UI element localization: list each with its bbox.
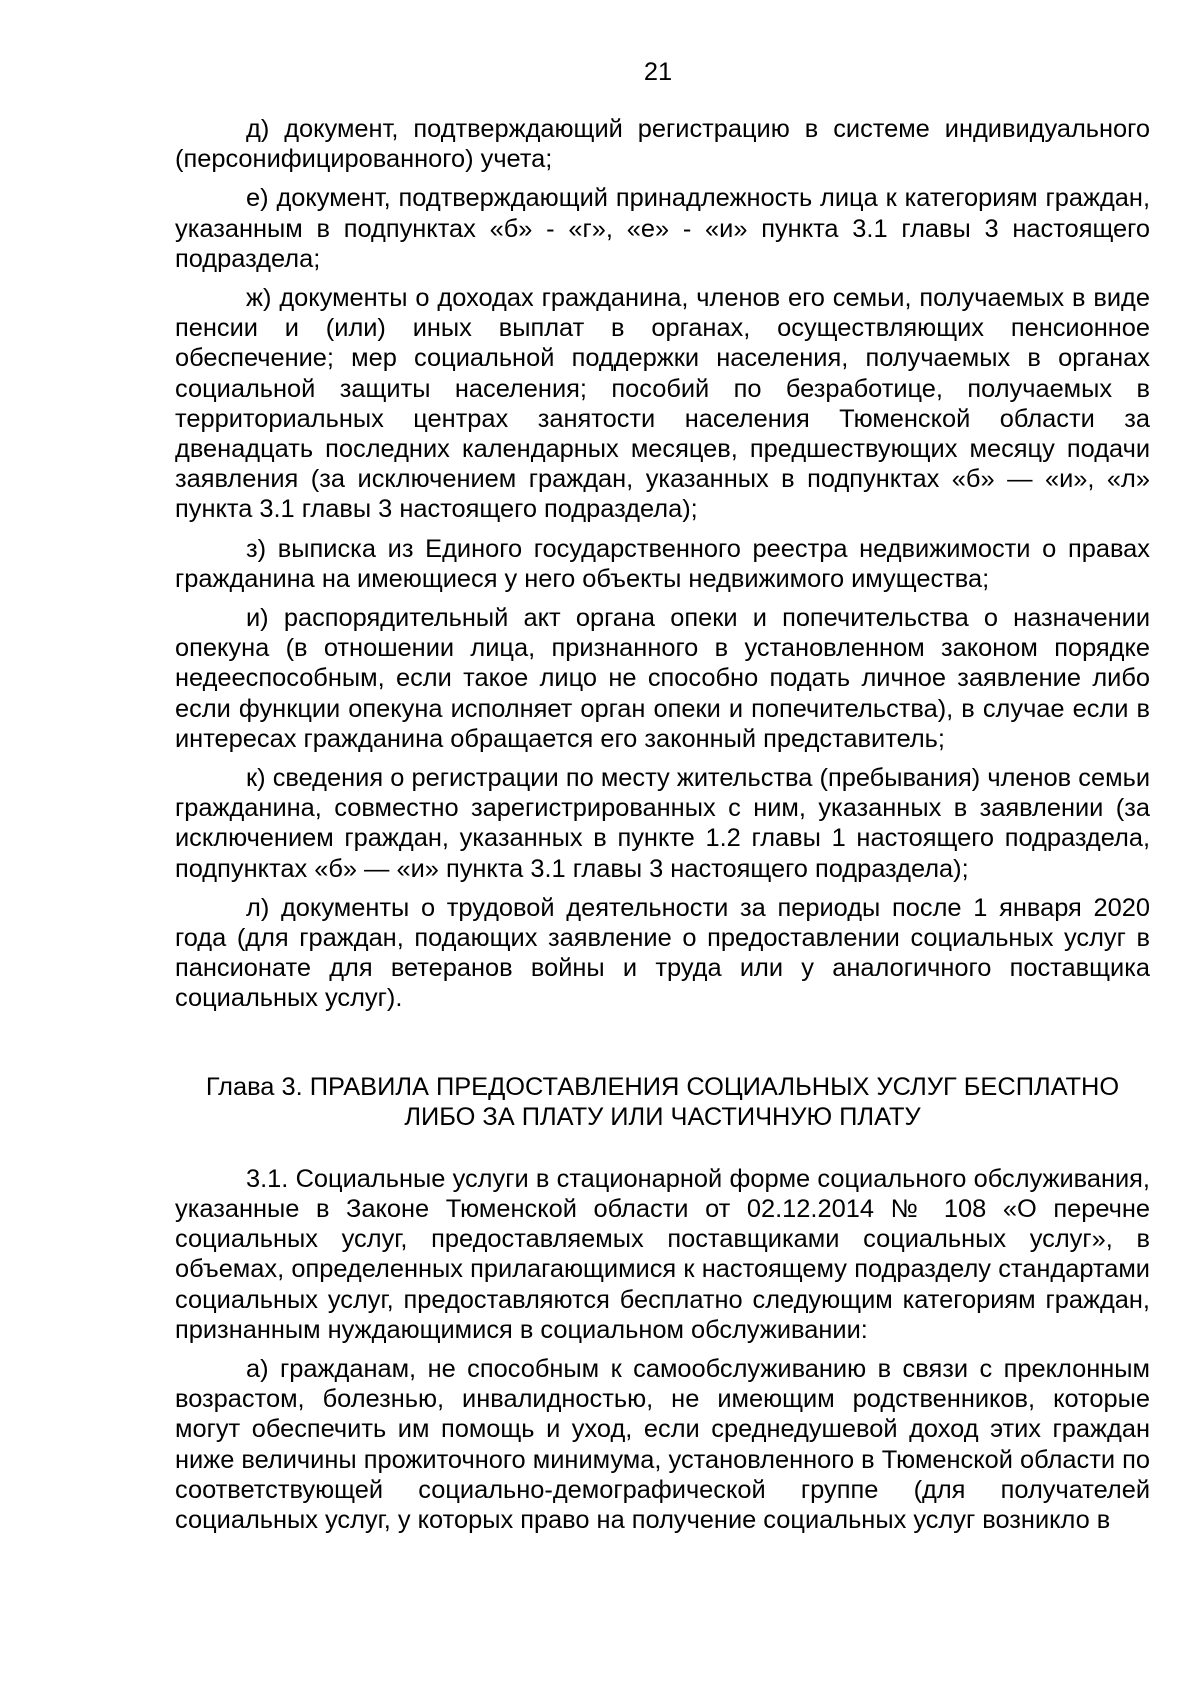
chapter-heading — [175, 1072, 1150, 1132]
paragraph-e: е) документ, подтверждающий принадлежность лица к категориям граждан, указанным в подпунктах «б» - «г», «е» - «и» пункта 3.1 главы 3 настоящего подраздела; — [175, 184, 1150, 273]
paragraph-k: к) сведения о регистрации по месту жительства (пребывания) членов семьи гражданина, совместно зарегистрированных с ним, указанных в заявлении (за исключением граждан, указанных в пункте 1.2 главы 1 настоящего подраздела, подпунктах «б» — «и» пункта 3.1 главы 3 настоящего подраздела); — [175, 764, 1150, 883]
paragraph-a: а) гражданам, не способным к самообслуживанию в связи с преклонным возрастом, болезнью, инвалидностью, не имеющим родственников, которые могут обеспечить им помощь и уход, если среднедушевой доход этих граждан ниже величины прожиточного минимума, установленного в Тюменской области по соответствующей социально-демографической группе (для получателей социальных услуг, у которых право на получение социальных услуг возникло в — [175, 1354, 1150, 1534]
paragraph-l: л) документы о трудовой деятельности за периоды после 1 января 2020 года (для граждан, подающих заявление о предоставлении социальных услуг в пансионате для ветеранов войны и труда или у аналогичного поставщика социальных услуг). — [175, 893, 1150, 1013]
paragraph-i: и) распорядительный акт органа опеки и попечительства о назначении опекуна (в отношении лица, признанного в установленном законом порядке недееспособным, если такое лицо не способно подать личное заявление либо если функции опекуна исполняет орган опеки и попечительства), в случае если в интересах гражданина обращается его законный представитель; — [175, 604, 1150, 753]
paragraph-z: з) выписка из Единого государственного реестра недвижимости о правах гражданина на имеющиеся у него объекты недвижимого имущества; — [175, 534, 1150, 593]
paragraph-3-1: 3.1. Социальные услуги в стационарной форме социального обслуживания, указанные в Законе Тюменской области от 02.12.2014 № 108 «О перечне социальных услуг, предоставляемых поставщиками социальных услуг», в объемах, определенных прилагающимися к настоящему подразделу стандартами социальных услуг, предоставляются бесплатно следующим категориям граждан, признанным нуждающимися в социальном обслуживании: — [175, 1164, 1150, 1344]
document-body — [175, 114, 1150, 1544]
chapter-heading-line-1: Глава 3. ПРАВИЛА ПРЕДОСТАВЛЕНИЯ СОЦИАЛЬНЫХ УСЛУГ БЕСПЛАТНО — [205, 1072, 1120, 1101]
paragraph-zh: ж) документы о доходах гражданина, членов его семьи, получаемых в виде пенсии и (или) иных выплат в органах, осуществляющих пенсионное обеспечение; мер социальной поддержки населения, получаемых в органах социальной защиты населения; пособий по безработице, получаемых в территориальных центрах занятости населения Тюменской области за двенадцать последних календарных месяцев, предшествующих месяцу подачи заявления (за исключением граждан, указанных в подпунктах «б» — «и», «л» пункта 3.1 главы 3 настоящего подраздела); — [175, 284, 1150, 524]
paragraph-d: д) документ, подтверждающий регистрацию в системе индивидуального (персонифицированного) учета; — [175, 115, 1150, 174]
chapter-heading-line-2: ЛИБО ЗА ПЛАТУ ИЛИ ЧАСТИЧНУЮ ПЛАТУ — [404, 1102, 921, 1131]
page-number: 21 — [643, 58, 673, 86]
